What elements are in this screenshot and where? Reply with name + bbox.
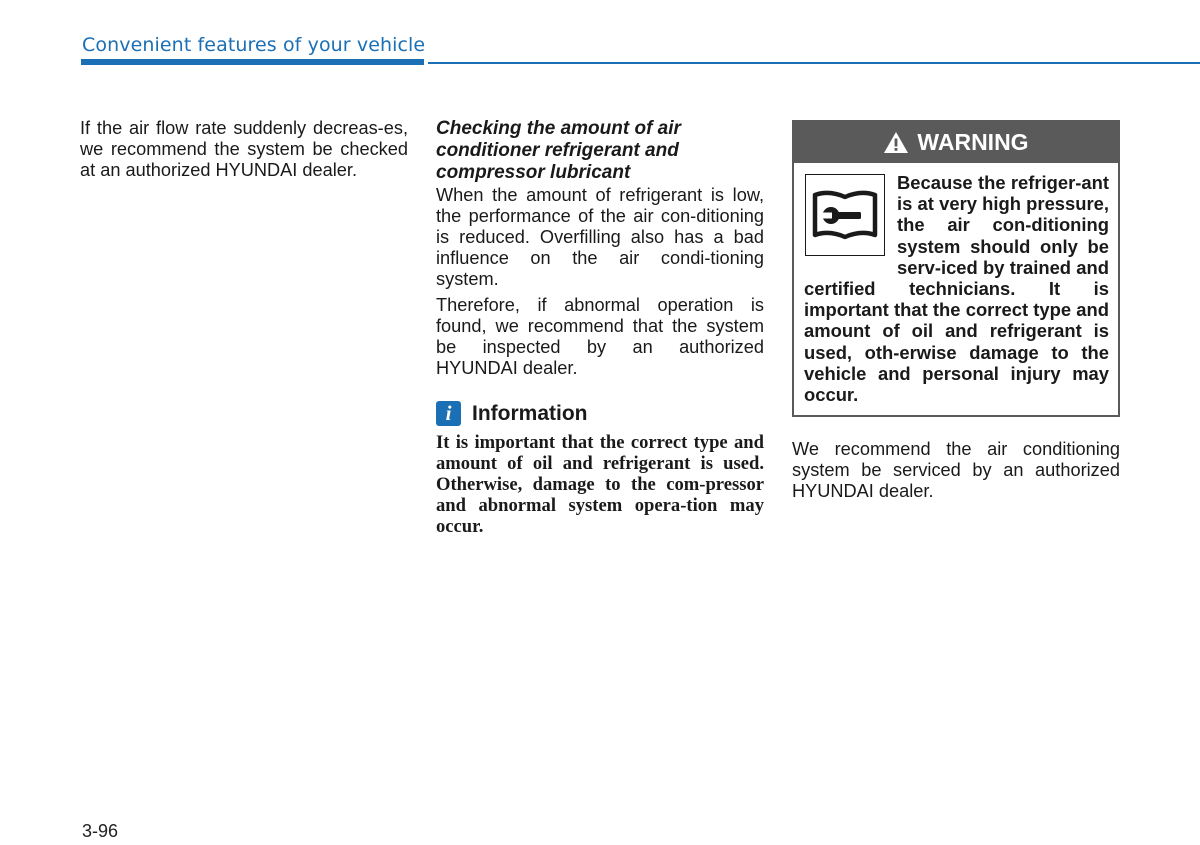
refrigerant-paragraph: When the amount of refrigerant is low, the performance of the air con-ditioning is reduced. Overfilling also has a bad influence on the air condi-tioning system. (436, 185, 764, 289)
book-wrench-icon (811, 189, 879, 241)
warning-triangle-icon (883, 131, 909, 154)
service-manual-icon (805, 174, 885, 256)
section-heading (436, 118, 764, 184)
section-heading-line-1: Checking the amount of air (436, 118, 681, 139)
info-icon (436, 401, 461, 426)
section-heading-line-3: compressor lubricant (436, 162, 631, 183)
warning-body (794, 163, 1118, 415)
column-left (80, 118, 408, 181)
warning-title: WARNING (917, 129, 1029, 155)
header-rule-thick (81, 59, 424, 65)
info-icon-letter: i (445, 401, 452, 425)
column-right (792, 120, 1120, 502)
header-rule-thin (428, 62, 1200, 64)
section-heading-line-2: conditioner refrigerant and (436, 140, 679, 161)
abnormal-operation-paragraph: Therefore, if abnormal operation is found, we recommend that the system be inspected by an authorized HYUNDAI dealer. (436, 295, 764, 378)
information-label: Information (472, 401, 588, 425)
page-header-title: Convenient features of your vehicle (82, 34, 426, 56)
information-header (436, 401, 764, 426)
airflow-paragraph: If the air flow rate suddenly decreas-es, we recommend the system be checked at an authorized HYUNDAI dealer. (80, 118, 408, 180)
page-number: 3-96 (82, 821, 119, 841)
information-text: It is important that the correct type and amount of oil and refrigerant is used. Otherwise, damage to the com-pressor and abnormal system opera-tion may occur. (436, 432, 764, 537)
warning-box (792, 120, 1120, 417)
column-middle (436, 118, 764, 537)
warning-header (794, 122, 1118, 163)
service-recommendation-paragraph: We recommend the air conditioning system be serviced by an authorized HYUNDAI dealer. (792, 439, 1120, 502)
warning-text: Because the refriger-ant is at very high pressure, the air con-ditioning system should only be serv-iced by trained and certified technicians. It is important that the correct type and amount of oil and refrigerant is used, oth-erwise damage to the vehicle and personal injury may occur. (804, 172, 1109, 406)
